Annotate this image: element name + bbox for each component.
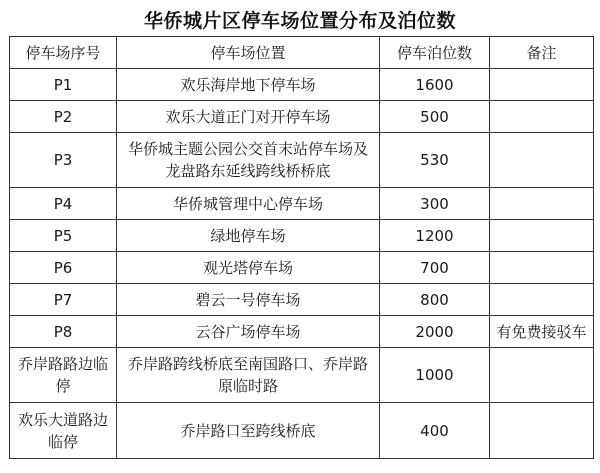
lot-location-cell: 欢乐大道正门对开停车场 (117, 101, 380, 133)
header-lot-number: 停车场序号 (10, 37, 117, 69)
lot-id-cell: P3 (10, 133, 117, 188)
lot-note-cell (490, 403, 594, 459)
lot-spaces-cell: 300 (380, 188, 490, 220)
table-row (10, 252, 594, 284)
lot-id-cell: P8 (10, 316, 117, 348)
lot-spaces-cell: 530 (380, 133, 490, 188)
lot-spaces-cell: 800 (380, 284, 490, 316)
header-remarks: 备注 (490, 37, 594, 69)
header-space-count: 停车泊位数 (380, 37, 490, 69)
parking-table (9, 36, 594, 459)
lot-id-cell: P1 (10, 69, 117, 101)
lot-id-cell: P5 (10, 220, 117, 252)
lot-note-cell (490, 348, 594, 403)
lot-spaces-cell: 2000 (380, 316, 490, 348)
lot-location-cell: 欢乐海岸地下停车场 (117, 69, 380, 101)
lot-spaces-cell: 1000 (380, 348, 490, 403)
lot-location-cell: 乔岸路跨线桥底至南国路口、乔岸路原临时路 (117, 348, 380, 403)
lot-location-cell: 华侨城主题公园公交首末站停车场及龙盘路东延线跨线桥桥底 (117, 133, 380, 188)
lot-id-cell: P6 (10, 252, 117, 284)
lot-spaces-cell: 500 (380, 101, 490, 133)
lot-location-cell: 观光塔停车场 (117, 252, 380, 284)
lot-spaces-cell: 1600 (380, 69, 490, 101)
table-row (10, 188, 594, 220)
lot-location-cell: 云谷广场停车场 (117, 316, 380, 348)
lot-id-cell: P2 (10, 101, 117, 133)
lot-note-cell (490, 101, 594, 133)
lot-location-cell: 乔岸路口至跨线桥底 (117, 403, 380, 459)
document-title: 华侨城片区停车场位置分布及泊位数 (143, 10, 456, 32)
table-row (10, 403, 594, 459)
lot-id-cell: P4 (10, 188, 117, 220)
lot-spaces-cell: 700 (380, 252, 490, 284)
lot-id-cell: 欢乐大道路边临停 (10, 403, 117, 459)
table-row (10, 220, 594, 252)
header-lot-location: 停车场位置 (117, 37, 380, 69)
lot-id-cell: P7 (10, 284, 117, 316)
lot-note-cell (490, 252, 594, 284)
lot-note-cell (490, 188, 594, 220)
table-row (10, 348, 594, 403)
table-row (10, 69, 594, 101)
table-header-row (10, 37, 594, 69)
lot-spaces-cell: 1200 (380, 220, 490, 252)
lot-note-cell (490, 69, 594, 101)
lot-note-cell (490, 220, 594, 252)
table-row (10, 284, 594, 316)
lot-location-cell: 碧云一号停车场 (117, 284, 380, 316)
table-row (10, 316, 594, 348)
lot-note-cell: 有免费接驳车 (490, 316, 594, 348)
table-row (10, 101, 594, 133)
lot-spaces-cell: 400 (380, 403, 490, 459)
lot-id-cell: 乔岸路路边临停 (10, 348, 117, 403)
lot-location-cell: 华侨城管理中心停车场 (117, 188, 380, 220)
lot-location-cell: 绿地停车场 (117, 220, 380, 252)
lot-note-cell (490, 133, 594, 188)
table-row (10, 133, 594, 188)
lot-note-cell (490, 284, 594, 316)
